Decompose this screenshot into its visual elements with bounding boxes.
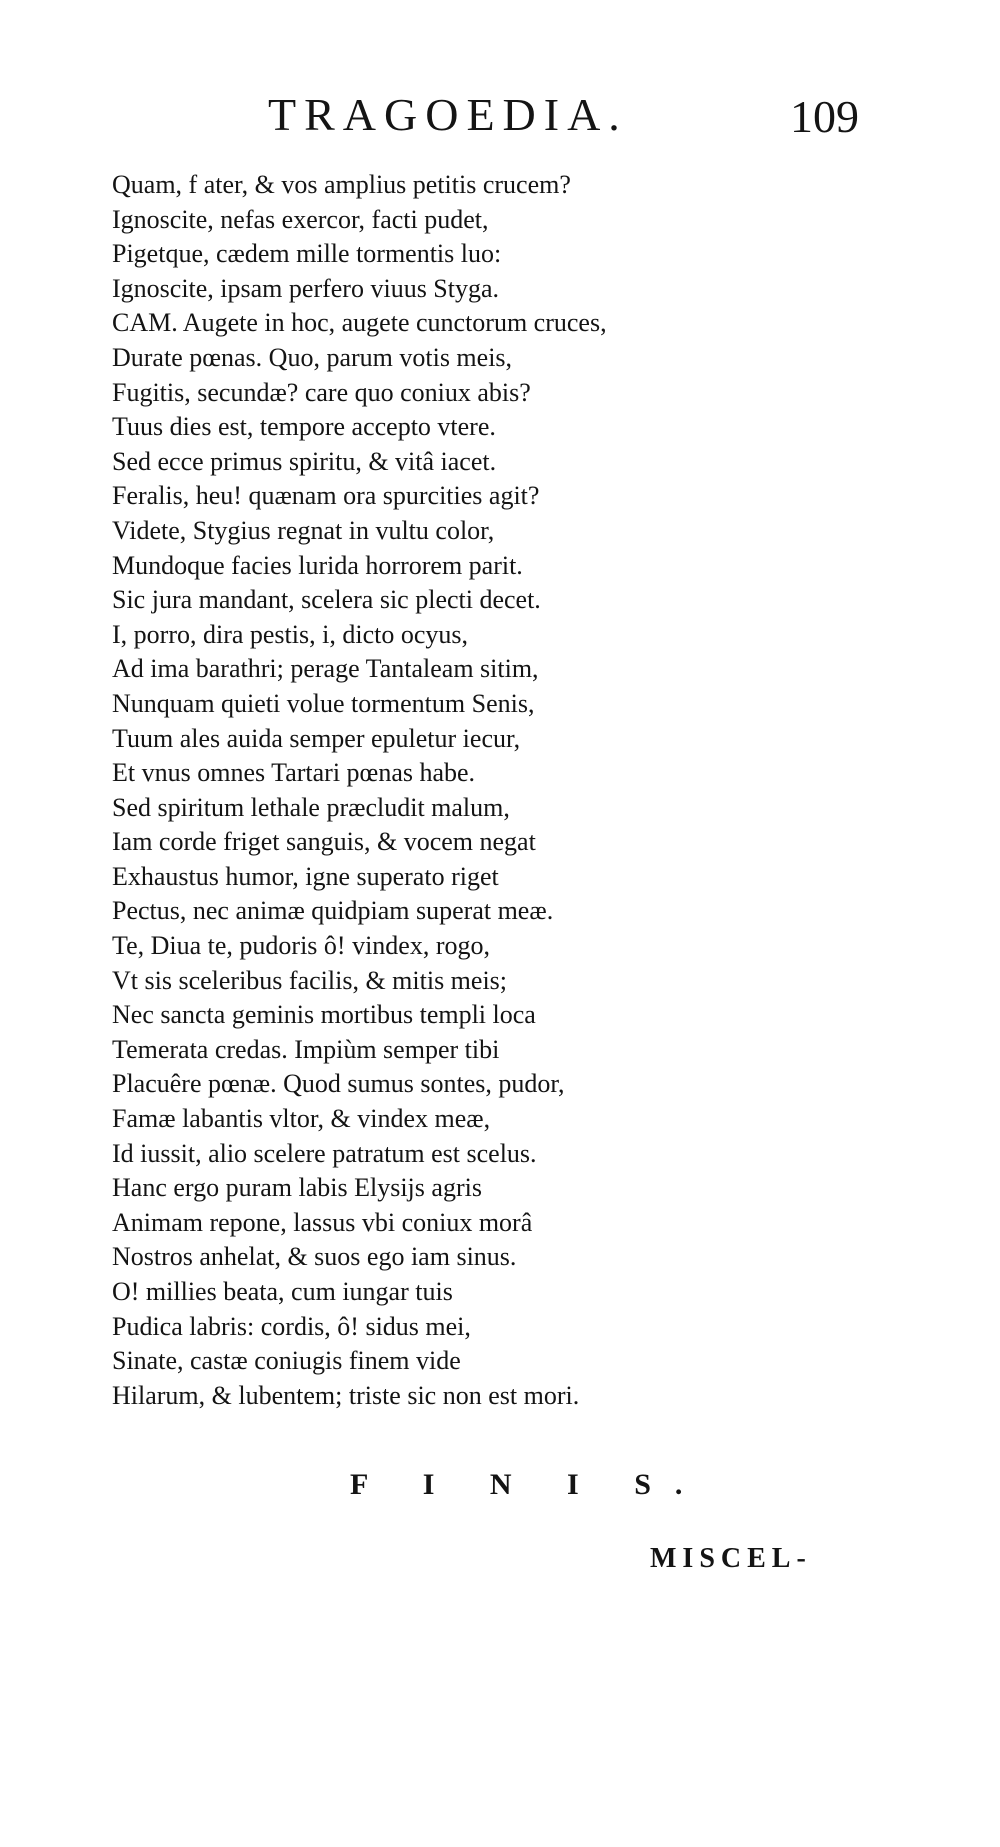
verse-line: Hilarum, & lubentem; triste sic non est mori. xyxy=(112,1380,580,1410)
verse-line: Sic jura mandant, scelera sic plecti decet. xyxy=(112,585,541,615)
verse-line: Hanc ergo puram labis Elysijs agris xyxy=(112,1173,482,1203)
verse-line: Nunquam quieti volue tormentum Senis, xyxy=(112,688,535,718)
verse-line: Famæ labantis vltor, & vindex meæ, xyxy=(112,1104,491,1134)
verse-line: Sinate, castæ coniugis finem vide xyxy=(112,1346,461,1376)
verse-line: Nec sancta geminis mortibus templi loca xyxy=(112,1000,536,1030)
verse-line: Fugitis, secundæ? care quo coniux abis? xyxy=(112,377,531,407)
verse-line: Feralis, heu! quænam ora spurcities agit? xyxy=(112,481,540,511)
verse-line: Temerata credas. Impiùm semper tibi xyxy=(112,1034,500,1064)
page-number: 109 xyxy=(790,91,859,142)
verse-line: Videte, Stygius regnat in vultu color, xyxy=(112,515,495,545)
verse-line: Tuus dies est, tempore accepto vtere. xyxy=(112,412,496,442)
verse-line: Placuêre pœnæ. Quod sumus sontes, pudor, xyxy=(112,1069,565,1099)
verse-line: Exhaustus humor, igne superato riget xyxy=(112,861,499,891)
verse-line: Et vnus omnes Tartari pœnas habe. xyxy=(112,758,476,788)
verse-line: Ignoscite, ipsam perfero viuus Styga. xyxy=(112,273,500,303)
verse-line: Iam corde friget sanguis, & vocem negat xyxy=(112,827,536,857)
verse-line: Pectus, nec animæ quidpiam superat meæ. xyxy=(112,896,554,926)
verse-line: Te, Diua te, pudoris ô! vindex, rogo, xyxy=(112,931,490,961)
verse-line: Ad ima barathri; perage Tantaleam sitim, xyxy=(112,654,539,684)
running-head xyxy=(0,88,1000,152)
verse-line: Quam, f ater, & vos amplius petitis crucem? xyxy=(112,170,571,199)
verse-line: Id iussit, alio scelere patratum est scelus. xyxy=(112,1138,537,1168)
verse-line: Pudica labris: cordis, ô! sidus mei, xyxy=(112,1311,471,1341)
catchword: MISCEL- xyxy=(650,1543,812,1574)
verse-line: Sed spiritum lethale præcludit malum, xyxy=(112,792,510,822)
finis-heading: F I N I S. xyxy=(350,1468,707,1501)
verse-line: Tuum ales auida semper epuletur iecur, xyxy=(112,723,521,753)
verse-line: Vt sis sceleribus facilis, & mitis meis; xyxy=(112,965,508,995)
verse-line: Nostros anhelat, & suos ego iam sinus. xyxy=(112,1242,517,1272)
verse-line: Animam repone, lassus vbi coniux morâ xyxy=(112,1207,533,1237)
verse-line: Durate pœnas. Quo, parum votis meis, xyxy=(112,342,513,372)
verse-line: Pigetque, cædem mille tormentis luo: xyxy=(112,239,502,269)
verse-line: Sed ecce primus spiritu, & vitâ iacet. xyxy=(112,446,497,476)
verse-line: I, porro, dira pestis, i, dicto ocyus, xyxy=(112,619,468,649)
verse-line: Mundoque facies lurida horrorem parit. xyxy=(112,550,523,580)
verse-text xyxy=(112,168,812,1413)
verse-line: O! millies beata, cum iungar tuis xyxy=(112,1277,453,1306)
verse-line: Ignoscite, nefas exercor, facti pudet, xyxy=(112,204,489,234)
verse-line: CAM. Augete in hoc, augete cunctorum cruces, xyxy=(112,308,607,338)
running-title: TRAGOEDIA. xyxy=(268,89,628,140)
